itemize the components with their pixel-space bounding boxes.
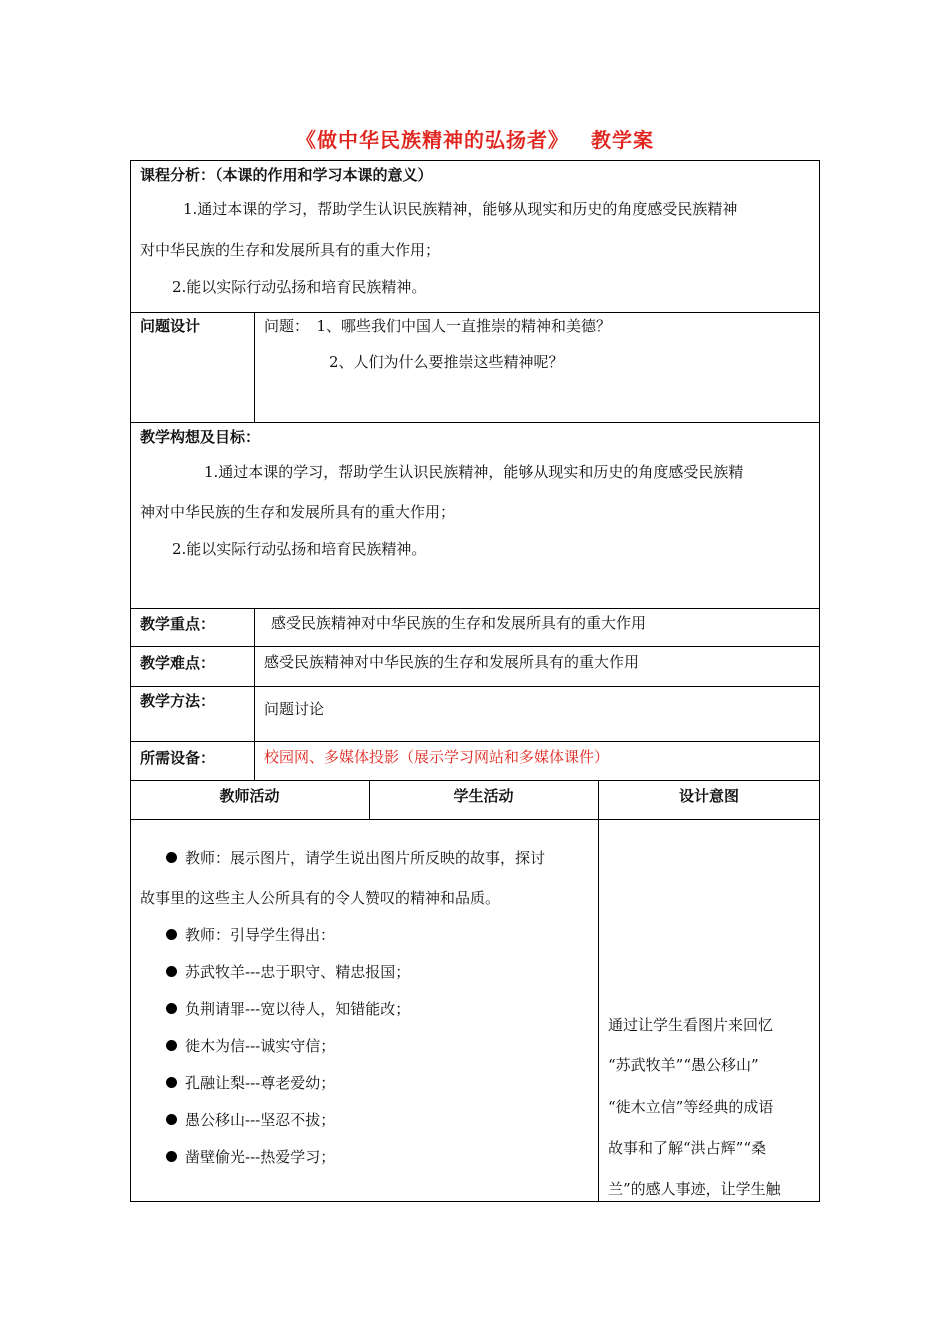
list-item: 凿壁偷光---热爱学习； — [166, 1147, 335, 1167]
bullet-icon — [166, 1114, 177, 1125]
difficulties-label: 教学难点： — [140, 654, 216, 672]
document-title: 《做中华民族精神的弘扬者》 教学案 — [296, 128, 654, 152]
list-item: 苏武牧羊---忠于职守、精忠报国； — [166, 962, 410, 982]
teaching-goals-line-1: 1.通过本课的学习，帮助学生认识民族精神，能够从现实和历史的角度感受民族精 — [204, 463, 744, 481]
methods-label: 教学方法： — [140, 692, 216, 710]
design-intent-line: 故事和了解“洪占辉”“桑 — [608, 1139, 767, 1157]
course-analysis-line-3: 2.能以实际行动弘扬和培育民族精神。 — [172, 278, 427, 296]
header-design-intent: 设计意图 — [678, 787, 739, 805]
bullet-icon — [166, 966, 177, 977]
bullet-icon — [166, 1151, 177, 1162]
key-points-label: 教学重点： — [140, 615, 216, 633]
bullet-icon — [166, 929, 177, 940]
design-intent-line: “徙木立信”等经典的成语 — [608, 1098, 774, 1116]
header-teacher-activity: 教师活动 — [219, 787, 280, 805]
bullet-icon — [166, 852, 177, 863]
equipment-label: 所需设备： — [140, 749, 216, 767]
equipment-value: 校园网、多媒体投影（展示学习网站和多媒体课件） — [264, 748, 610, 766]
bullet-icon — [166, 1040, 177, 1051]
teaching-goals-line-3: 2.能以实际行动弘扬和培育民族精神。 — [172, 540, 427, 558]
list-item: 孔融让梨---尊老爱幼； — [166, 1073, 335, 1093]
teacher-activity-p1-cont: 故事里的这些主人公所具有的令人赞叹的精神和品质。 — [140, 889, 501, 907]
list-item: 愚公移山---坚忍不拔； — [166, 1110, 335, 1130]
key-points-value: 感受民族精神对中华民族的生存和发展所具有的重大作用 — [271, 614, 647, 632]
question-design-label: 问题设计 — [140, 317, 201, 335]
teaching-goals-line-2: 神对中华民族的生存和发展所具有的重大作用； — [140, 503, 456, 521]
question-1: 问题： 1、哪些我们中国人一直推崇的精神和美德？ — [264, 317, 612, 335]
bullet-icon — [166, 1003, 177, 1014]
course-analysis-line-1: 1.通过本课的学习，帮助学生认识民族精神，能够从现实和历史的角度感受民族精神 — [183, 200, 738, 218]
teacher-activity-p1: 教师：展示图片，请学生说出图片所反映的故事，探讨 — [166, 848, 545, 868]
header-student-activity: 学生活动 — [453, 787, 514, 805]
question-2: 2、人们为什么要推崇这些精神呢？ — [329, 353, 564, 371]
design-intent-line: 通过让学生看图片来回忆 — [608, 1016, 774, 1034]
design-intent-line: “苏武牧羊”“愚公移山” — [608, 1056, 759, 1074]
list-item: 负荆请罪---宽以待人，知错能改； — [166, 999, 410, 1019]
design-intent-line: 兰”的感人事迹，让学生触 — [608, 1180, 781, 1198]
list-item: 徙木为信---诚实守信； — [166, 1036, 335, 1056]
bullet-icon — [166, 1077, 177, 1088]
course-analysis-label: 课程分析：（本课的作用和学习本课的意义） — [140, 166, 433, 184]
teaching-goals-label: 教学构想及目标： — [140, 428, 261, 446]
methods-value: 问题讨论 — [264, 700, 325, 718]
teacher-activity-p2: 教师：引导学生得出： — [166, 925, 335, 945]
difficulties-value: 感受民族精神对中华民族的生存和发展所具有的重大作用 — [264, 653, 640, 671]
course-analysis-line-2: 对中华民族的生存和发展所具有的重大作用； — [140, 241, 441, 259]
